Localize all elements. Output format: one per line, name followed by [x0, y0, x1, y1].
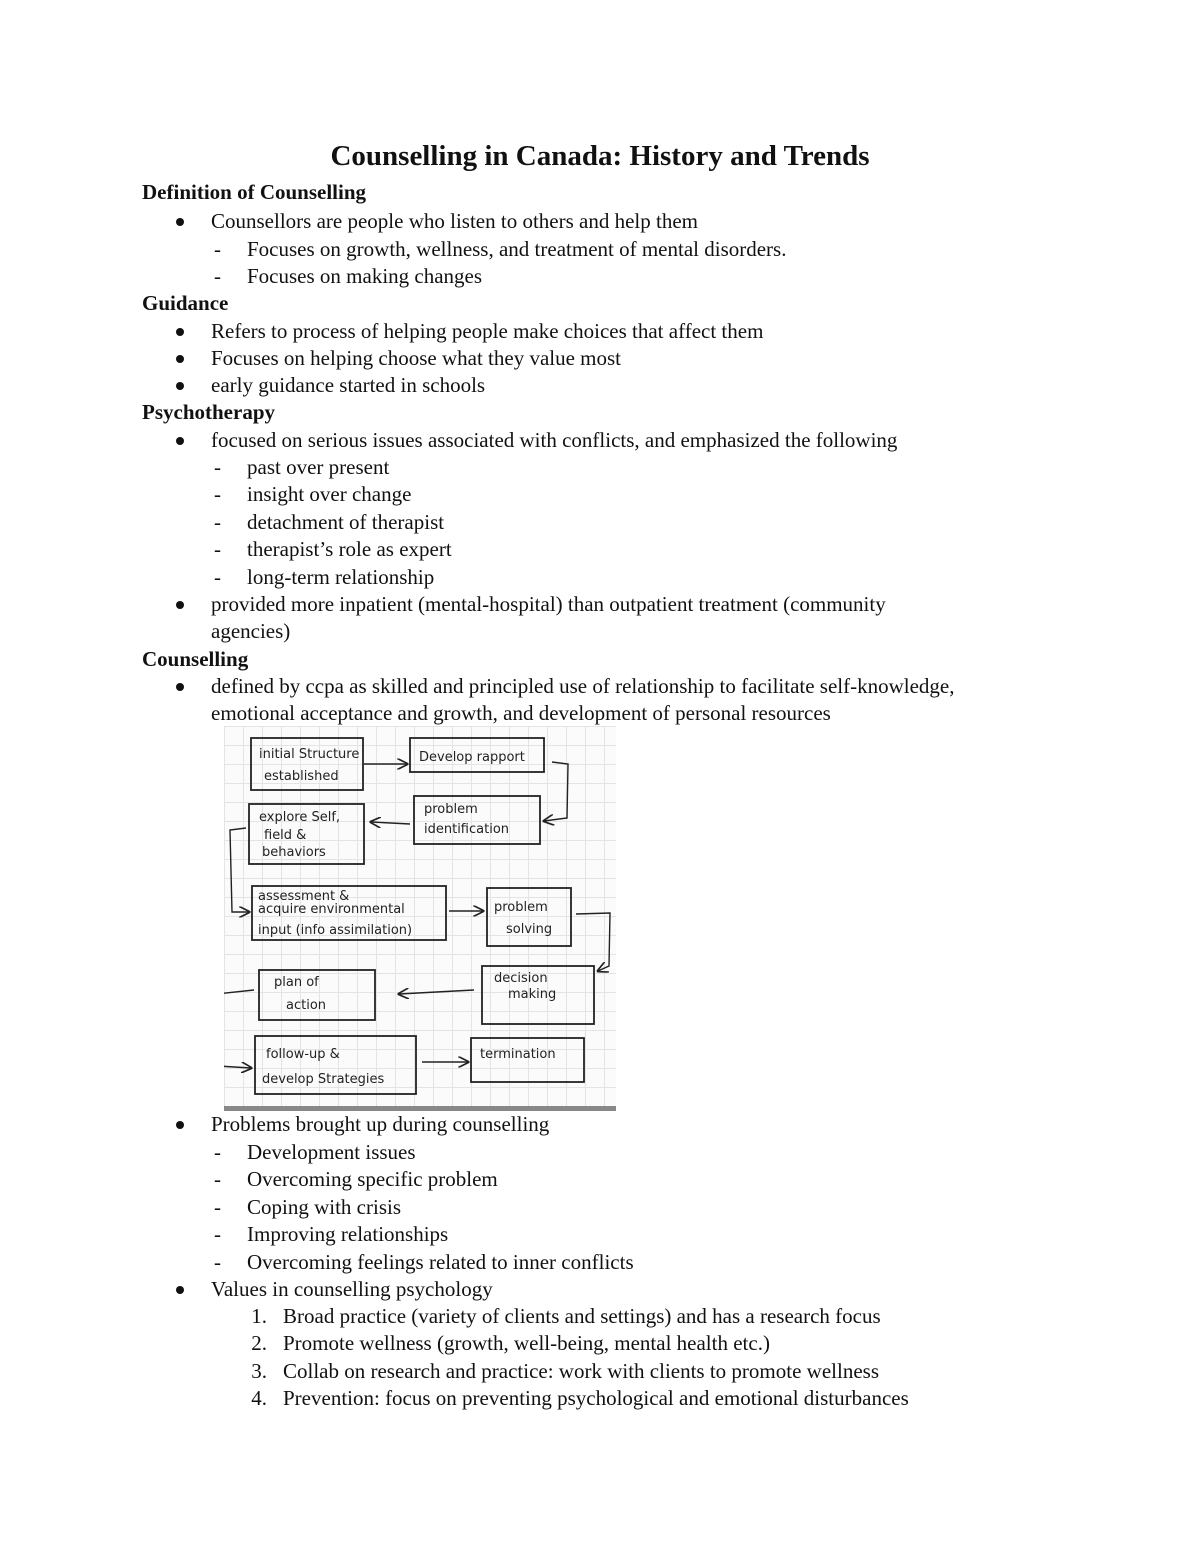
value-item: Broad practice (variety of clients and settings) and has a research focus [283, 1304, 881, 1328]
diagram-label: making [508, 987, 557, 1002]
bullet-text: Values in counselling psychology [211, 1277, 493, 1301]
arrow [371, 822, 410, 824]
bullet-text: defined by ccpa as skilled and principled use of relationship to facilitate self-knowledge, [211, 674, 955, 698]
diagram-label: initial Structure [259, 747, 360, 762]
dash: - [214, 1222, 221, 1246]
diagram-label: acquire environmental [258, 902, 405, 917]
diagram-label: decision [494, 971, 548, 986]
value-item: Promote wellness (growth, well-being, mental health etc.) [283, 1331, 770, 1355]
heading-psychotherapy: Psychotherapy [142, 400, 275, 424]
dash: - [214, 237, 221, 261]
list-number: 4. [251, 1386, 267, 1410]
bullet-text: provided more inpatient (mental-hospital) than outpatient treatment (community [211, 592, 886, 616]
dash: - [214, 455, 221, 479]
bullet-dot [176, 355, 184, 363]
dash: - [214, 565, 221, 589]
bullet-text: early guidance started in schools [211, 373, 486, 397]
bullet-text-continued: agencies) [211, 619, 291, 643]
bullet-text-continued: emotional acceptance and growth, and development of personal resources [211, 701, 831, 725]
sub-item: past over present [247, 455, 390, 479]
diagram-label: explore Self, [259, 810, 341, 825]
bullet-dot [176, 382, 184, 390]
diagram-label: develop Strategies [262, 1072, 385, 1087]
bullet-text: Focuses on helping choose what they value most [211, 346, 622, 370]
diagram-label: action [286, 998, 327, 1013]
bullet-dot [176, 1121, 184, 1129]
arrow [576, 913, 610, 971]
diagram-label: identification [424, 822, 510, 837]
diagram-label: plan of [274, 975, 319, 990]
bullet-dot [176, 328, 184, 336]
arrow [544, 762, 568, 821]
sub-item: Overcoming specific problem [247, 1167, 498, 1191]
counselling-process-diagram [224, 726, 616, 1111]
diagram-label: solving [506, 922, 553, 937]
sub-item: Development issues [247, 1140, 416, 1164]
sub-item: Focuses on making changes [247, 264, 483, 288]
arrow [224, 990, 254, 1068]
sub-item: Improving relationships [247, 1222, 449, 1246]
diagram-label: established [264, 769, 339, 784]
diagram-label: follow-up & [266, 1047, 340, 1062]
bullet-text: Problems brought up during counselling [211, 1112, 550, 1136]
dash: - [214, 482, 221, 506]
sub-item: insight over change [247, 482, 412, 506]
dash: - [214, 537, 221, 561]
diagram-label: behaviors [262, 845, 326, 860]
dash: - [214, 264, 221, 288]
heading-guidance: Guidance [142, 291, 229, 315]
bullet-text: focused on serious issues associated with conflicts, and emphasized the following [211, 428, 898, 452]
list-number: 3. [251, 1359, 267, 1383]
arrow [399, 990, 474, 994]
sub-item: Coping with crisis [247, 1195, 402, 1219]
dash: - [214, 1195, 221, 1219]
sub-item: Focuses on growth, wellness, and treatment of mental disorders. [247, 237, 787, 261]
value-item: Prevention: focus on preventing psychological and emotional disturbances [283, 1386, 909, 1410]
heading-definition: Definition of Counselling [142, 180, 367, 204]
dash: - [214, 1250, 221, 1274]
diagram-label: termination [480, 1047, 556, 1062]
diagram-label: assessment & [258, 889, 350, 904]
bullet-text: Refers to process of helping people make choices that affect them [211, 319, 764, 343]
bullet-dot [176, 683, 184, 691]
sub-item: detachment of therapist [247, 510, 445, 534]
diagram-label: Develop rapport [419, 750, 525, 765]
diagram-label: problem [494, 900, 548, 915]
arrow [230, 828, 249, 912]
list-number: 2. [251, 1331, 267, 1355]
diagram-label: field & [264, 828, 307, 843]
sub-item: Overcoming feelings related to inner conflicts [247, 1250, 634, 1274]
bullet-dot [176, 437, 184, 445]
sub-item: therapist’s role as expert [247, 537, 452, 561]
list-number: 1. [251, 1304, 267, 1328]
diagram-label: input (info assimilation) [258, 923, 413, 938]
page-title: Counselling in Canada: History and Trends [330, 140, 870, 172]
bullet-dot [176, 1286, 184, 1294]
heading-counselling: Counselling [142, 647, 249, 671]
sub-item: long-term relationship [247, 565, 435, 589]
value-item: Collab on research and practice: work with clients to promote wellness [283, 1359, 879, 1383]
diagram-bottom-bar [224, 1106, 616, 1111]
bullet-dot [176, 601, 184, 609]
dash: - [214, 1167, 221, 1191]
bullet-dot [176, 218, 184, 226]
box-problem-solving [487, 888, 571, 946]
diagram-label: problem [424, 802, 478, 817]
dash: - [214, 510, 221, 534]
dash: - [214, 1140, 221, 1164]
bullet-text: Counsellors are people who listen to others and help them [211, 209, 698, 233]
